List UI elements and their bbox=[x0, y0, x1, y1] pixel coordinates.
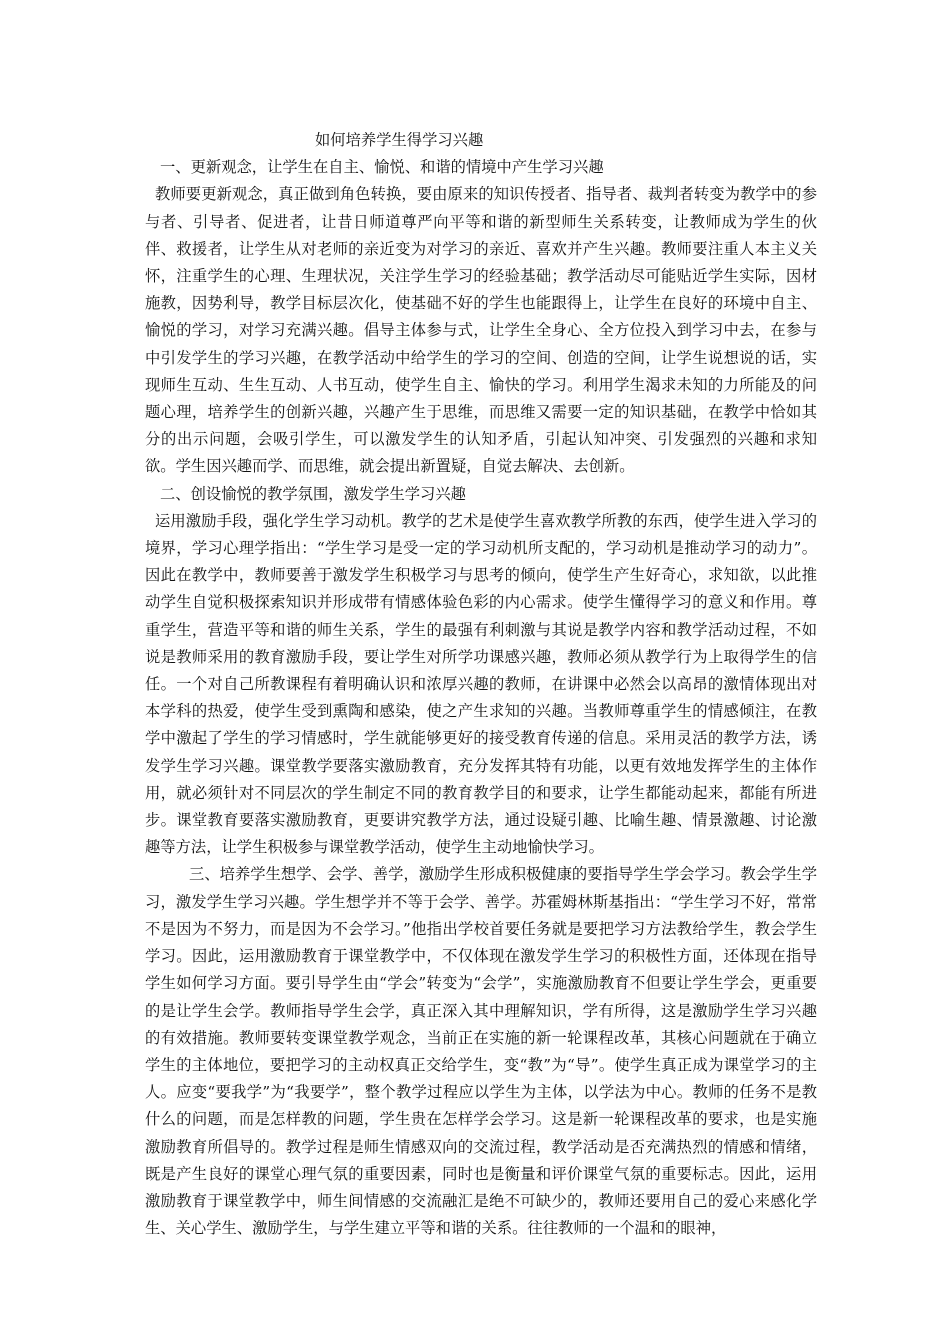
document-body bbox=[145, 127, 817, 1242]
section-paragraph-3: 三、培养学生想学、会学、善学，激励学生形成积极健康的要指导学生学会学习。教会学生学习，激发学生学习兴趣。学生想学并不等于会学、善学。苏霍姆林斯基指出：“学生学习不好，常常不是因为不努力，而是因为不会学习。”他指出学校首要任务就是要把学习方法教给学生，教会学生学习。因此，运用激励教育于课堂教学中，不仅体现在激发学生学习的积极性方面，还体现在指导学生如何学习方面。要引导学生由“学会”转变为“会学”，实施激励教育不但要让学生学会，更重要的是让学生会学。教师指导学生会学，真正深入其中理解知识，学有所得，这是激励学生学习兴趣的有效措施。教师要转变课堂教学观念，当前正在实施的新一轮课程改革，其核心问题就在于确立学生的主体地位，要把学习的主动权真正交给学生，变“教”为“导”。使学生真正成为课堂学习的主人。应变“要我学”为“我要学”，整个教学过程应以学生为主体，以学法为中心。教师的任务不是教什么的问题，而是怎样教的问题，学生贵在怎样学会学习。这是新一轮课程改革的要求，也是实施激励教育所倡导的。教学过程是师生情感双向的交流过程，教学活动是否充满热烈的情感和情绪，既是产生良好的课堂心理气氛的重要因素，同时也是衡量和评价课堂气氛的重要标志。因此，运用激励教育于课堂教学中，师生间情感的交流融汇是绝不可缺少的，教师还要用自己的爱心来感化学生、关心学生、激励学生，与学生建立平等和谐的关系。往往教师的一个温和的眼神， bbox=[145, 865, 817, 1238]
section-heading-1: 一、更新观念，让学生在自主、愉悦、和谐的情境中产生学习兴趣 bbox=[160, 158, 604, 177]
section-paragraph-2: 运用激励手段，强化学生学习动机。教学的艺术是使学生喜欢教学所教的东西，使学生进入学习的境界，学习心理学指出：“学生学习是受一定的学习动机所支配的，学习动机是推动学习的动力”。因此在教学中，教师要善于激发学生积极学习与思考的倾向，使学生产生好奇心，求知欲，以此推动学生自觉积极探索知识并形成带有情感体验色彩的内心需求。使学生懂得学习的意义和作用。尊重学生，营造平等和谐的师生关系，学生的最强有利刺激与其说是教学内容和教学活动过程，不如说是教师采用的教育激励手段，要让学生对所学功课感兴趣，教师必须从教学行为上取得学生的信任。一个对自己所教课程有着明确认识和浓厚兴趣的教师，在讲课中必然会以高昂的激情体现出对本学科的热爱，使学生受到熏陶和感染，使之产生求知的兴趣。当教师尊重学生的情感倾注，在教学中激起了学生的学习情感时，学生就能够更好的接受教育传递的信息。采用灵活的教学方法，诱发学生学习兴趣。课堂教学要落实激励教育，充分发挥其特有功能，以更有效地发挥学生的主体作用，就必须针对不同层次的学生制定不同的教育教学目的和要求，让学生都能动起来，都能有所进步。课堂教育要落实激励教育，更要讲究教学方法，通过设疑引趣、比喻生趣、情景激趣、讨论激趣等方法，让学生积极参与课堂教学活动，使学生主动地愉快学习。 bbox=[145, 511, 817, 857]
document-title: 如何培养学生得学习兴趣 bbox=[315, 131, 484, 149]
section-heading-2: 二、创设愉悦的教学氛围，激发学生学习兴趣 bbox=[160, 484, 466, 503]
section-paragraph-1: 教师要更新观念，真正做到角色转换，要由原来的知识传授者、指导者、裁判者转变为教学中的参与者、引导者、促进者，让昔日师道尊严向平等和谐的新型师生关系转变，让教师成为学生的伙伴、救援者，让学生从对老师的亲近变为对学习的亲近、喜欢并产生兴趣。教师要注重人本主义关怀，注重学生的心理、生理状况，关注学生学习的经验基础；教学活动尽可能贴近学生实际，因材施教，因势利导，教学目标层次化，使基础不好的学生也能跟得上，让学生在良好的环境中自主、愉悦的学习，对学习充满兴趣。倡导主体参与式，让学生全身心、全方位投入到学习中去，在参与中引发学生的学习兴趣，在教学活动中给学生的学习的空间、创造的空间，让学生说想说的话，实现师生互动、生生互动、人书互动，使学生自主、愉快的学习。利用学生渴求未知的力所能及的问题心理，培养学生的创新兴趣，兴趣产生于思维，而思维又需要一定的知识基础，在教学中恰如其分的出示问题，会吸引学生，可以激发学生的认知矛盾，引起认知冲突、引发强烈的兴趣和求知欲。学生因兴趣而学、而思维，就会提出新置疑，自觉去解决、去创新。 bbox=[145, 185, 817, 476]
